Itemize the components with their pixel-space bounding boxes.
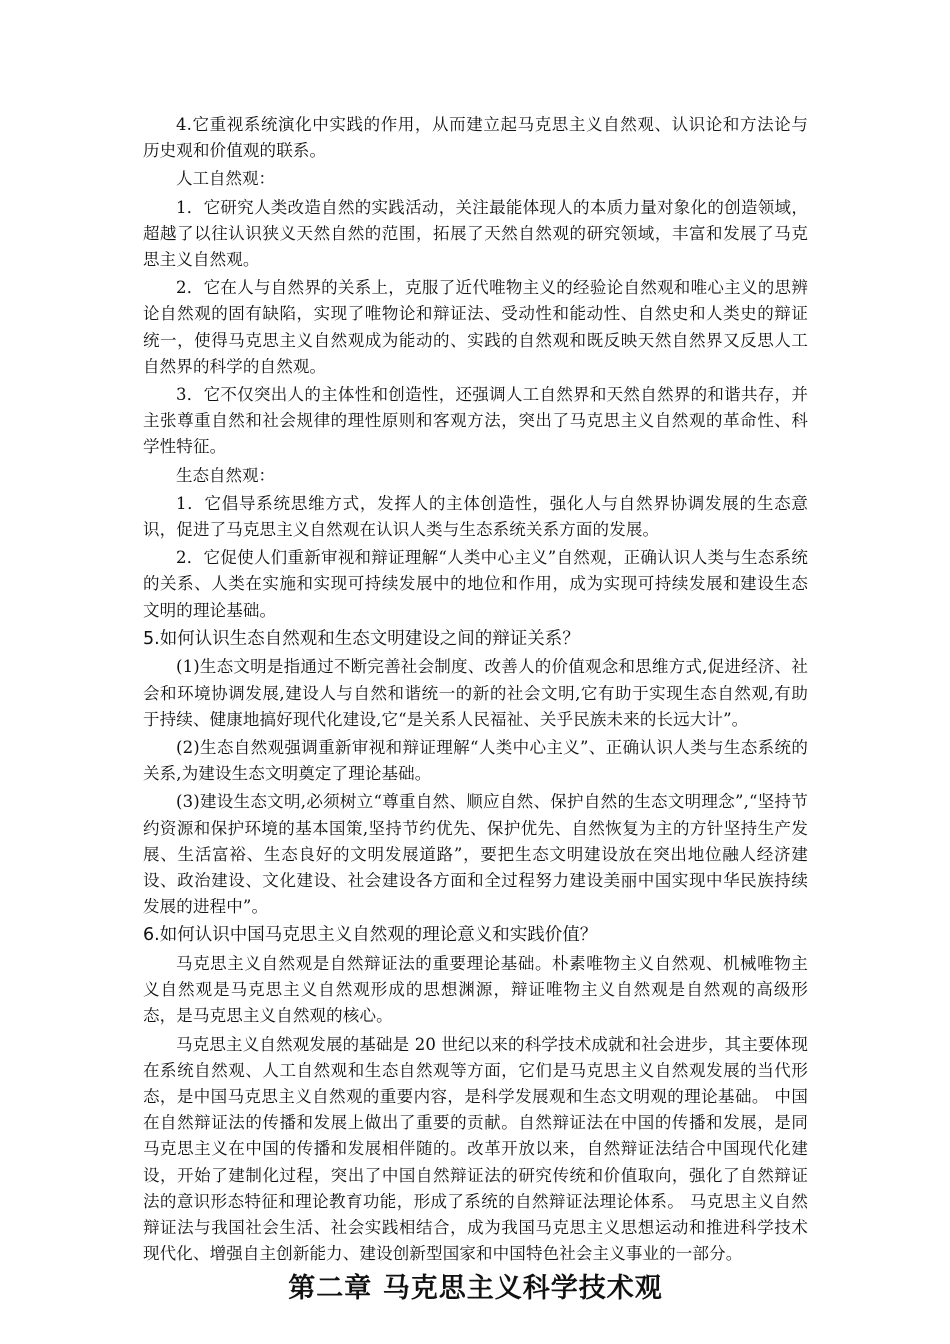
paragraph-q5-3: (3)建设生态文明,必须树立“尊重自然、顺应自然、保护自然的生态文明理念”,“坚持节约资源和保护环境的基本国策,坚持节约优先、保护优先、自然恢复为主的方针坚持生产发展、生活富裕、生态良好的文明发展道路”，要把生态文明建设放在突出地位融人经济建设、政治建设、文化建设、社会建设各方面和全过程努力建设美丽中国实现中华民族持续发展的进程中”。 — [143, 792, 808, 917]
paragraph-artificial-2: 2．它在人与自然界的关系上，克服了近代唯物主义的经验论自然观和唯心主义的思辨论自然观的固有缺陷，实现了唯物论和辩证法、受动性和能动性、自然史和人类史的辩证统一，使得马克思主义自然观成为能动的、实践的自然观和既反映天然自然界又反思人工自然界的科学的自然观。 — [143, 278, 808, 376]
document-page — [143, 112, 808, 1309]
paragraph-q5-2: (2)生态自然观强调重新审视和辩证理解“人类中心主义”、正确认识人类与生态系统的关系,为建设生态文明奠定了理论基础。 — [143, 737, 808, 784]
question-heading-5: 5.如何认识生态自然观和生态文明建设之间的辩证关系？ — [143, 628, 580, 649]
paragraph-q5-1: (1)生态文明是指通过不断完善社会制度、改善人的价值观念和思维方式,促进经济、社会和环境协调发展,建设人与自然和谐统一的新的社会文明,它有助于实现生态自然观,有助于持续、健康地搞好现代化建设,它“是关系人民福祉、关乎民族未来的长远大计”。 — [143, 657, 808, 729]
paragraph-system-practice: 4.它重视系统演化中实践的作用，从而建立起马克思主义自然观、认识论和方法论与历史观和价值观的联系。 — [143, 115, 808, 161]
question-heading-6: 6.如何认识中国马克思主义自然观的理论意义和实践价值？ — [143, 925, 598, 946]
section-label-artificial-nature: 人工自然观： — [176, 169, 275, 189]
paragraph-artificial-3: 3．它不仅突出人的主体性和创造性，还强调人工自然界和天然自然界的和谐共存，并主张尊重自然和社会规律的理性原则和客观方法，突出了马克思主义自然观的革命性、科学性特征。 — [143, 385, 808, 457]
chapter-title: 第二章 马克思主义科学技术观 — [288, 1273, 663, 1305]
section-label-ecological-nature: 生态自然观： — [176, 465, 275, 485]
paragraph-q6-1: 马克思主义自然观是自然辩证法的重要理论基础。朴素唯物主义自然观、机械唯物主义自然观是马克思主义自然观形成的思想渊源，辩证唯物主义自然观是自然观的高级形态，是马克思主义自然观的核心。 — [143, 953, 808, 1026]
paragraph-q6-2: 马克思主义自然观发展的基础是 20 世纪以来的科学技术成就和社会进步，其主要体现在系统自然观、人工自然观和生态自然观等方面，它们是马克思主义自然观发展的当代形态，是中国马克思主义自然观的重要内容，是科学发展观和生态文明观的理论基础。 中国在自然辩证法的传播和发展上做出了重要的贡献。自然辩证法在中国的传播和发展，是同马克思主义在中国的传播和发展相伴随的。改革开放以来，自然辩证法结合中国现代化建设，开始了建制化过程，突出了中国自然辩证法的研究传统和价值取向，强化了自然辩证法的意识形态特征和理论教育功能，形成了系统的自然辩证法理论体系。 马克思主义自然辩证法与我国社会生活、社会实践相结合，成为我国马克思主义思想运动和推进科学技术现代化、增强自主创新能力、建设创新型国家和中国特色社会主义事业的一部分。 — [143, 1034, 808, 1264]
paragraph-artificial-1: 1．它研究人类改造自然的实践活动，关注最能体现人的本质力量对象化的创造领域，超越了以往认识狭义天然自然的范围，拓展了天然自然观的研究领域，丰富和发展了马克思主义自然观。 — [143, 197, 808, 270]
paragraph-ecological-1: 1．它倡导系统思维方式，发挥人的主体创造性，强化人与自然界协调发展的生态意识，促进了马克思主义自然观在认识人类与生态系统关系方面的发展。 — [143, 493, 808, 540]
paragraph-ecological-2: 2．它促使人们重新审视和辩证理解“人类中心主义”自然观，正确认识人类与生态系统的关系、人类在实施和实现可持续发展中的地位和作用，成为实现可持续发展和建设生态文明的理论基础。 — [143, 548, 808, 620]
